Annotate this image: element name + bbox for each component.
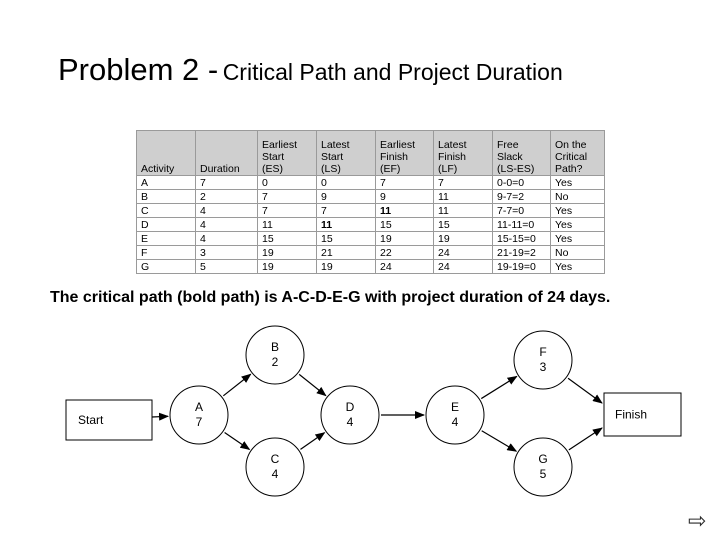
node-letter: B xyxy=(270,340,280,354)
edge-a-b xyxy=(223,374,250,396)
header-text: Finish xyxy=(380,151,409,163)
slide-title-sub: Critical Path and Project Duration xyxy=(222,59,563,85)
cell-earliest-finish: 22 xyxy=(376,246,434,260)
cell-critical-path: Yes xyxy=(551,176,605,190)
edge-g-finish xyxy=(569,428,602,450)
cell-free-slack: 21-19=2 xyxy=(493,246,551,260)
cell-activity: E xyxy=(137,232,196,246)
cell-critical-path: No xyxy=(551,190,605,204)
node-duration: 7 xyxy=(195,415,203,429)
cell-duration: 4 xyxy=(196,204,258,218)
cell-duration: 7 xyxy=(196,176,258,190)
cell-duration: 3 xyxy=(196,246,258,260)
node-letter: D xyxy=(345,400,355,414)
cell-activity: A xyxy=(137,176,196,190)
cell-earliest-start: 19 xyxy=(258,246,317,260)
header-text: (LS) xyxy=(321,163,341,175)
node-letter: C xyxy=(270,452,280,466)
cell-earliest-finish: 9 xyxy=(376,190,434,204)
edge-a-c xyxy=(225,433,250,450)
slide-title-main: Problem 2 - xyxy=(58,52,219,87)
header-text: Path? xyxy=(555,163,583,175)
edge-c-d xyxy=(300,433,324,450)
node-letter: F xyxy=(539,345,547,359)
header-text: Earliest xyxy=(380,139,416,151)
cell-latest-finish: 11 xyxy=(434,204,493,218)
node-duration: 3 xyxy=(539,360,547,374)
cell-latest-start: 21 xyxy=(317,246,376,260)
header-text: Critical xyxy=(555,151,588,163)
cell-critical-path: Yes xyxy=(551,260,605,274)
cell-earliest-finish: 7 xyxy=(376,176,434,190)
finish-label: Finish xyxy=(615,407,648,422)
header-text: Slack xyxy=(497,151,523,163)
cell-duration: 5 xyxy=(196,260,258,274)
start-label: Start xyxy=(78,413,104,427)
cell-critical-path: Yes xyxy=(551,232,605,246)
header-text: Activity xyxy=(141,163,175,175)
cell-latest-start: 11 xyxy=(317,218,376,232)
header-text: (LS-ES) xyxy=(497,163,535,175)
cell-latest-start: 9 xyxy=(317,190,376,204)
cell-latest-finish: 24 xyxy=(434,246,493,260)
node-duration: 2 xyxy=(271,355,279,369)
cell-free-slack: 0-0=0 xyxy=(493,176,551,190)
header-text: (LF) xyxy=(438,163,458,175)
cell-critical-path: No xyxy=(551,246,605,260)
cell-activity: D xyxy=(137,218,196,232)
node-letter: G xyxy=(538,452,548,466)
cell-earliest-start: 19 xyxy=(258,260,317,274)
cell-free-slack: 7-7=0 xyxy=(493,204,551,218)
edge-start-a xyxy=(152,416,168,417)
cell-duration: 4 xyxy=(196,232,258,246)
cell-free-slack: 19-19=0 xyxy=(493,260,551,274)
edge-e-g xyxy=(482,431,517,451)
cell-free-slack: 9-7=2 xyxy=(493,190,551,204)
header-text: Duration xyxy=(200,163,240,175)
header-text: On the xyxy=(555,139,587,151)
node-duration: 4 xyxy=(271,467,279,481)
cell-latest-start: 0 xyxy=(317,176,376,190)
cell-critical-path: Yes xyxy=(551,218,605,232)
header-text: Latest xyxy=(438,139,467,151)
cell-earliest-start: 0 xyxy=(258,176,317,190)
edge-f-finish xyxy=(568,378,602,403)
cell-earliest-start: 7 xyxy=(258,204,317,218)
cell-activity: G xyxy=(137,260,196,274)
cell-duration: 2 xyxy=(196,190,258,204)
cell-earliest-start: 15 xyxy=(258,232,317,246)
edge-e-f xyxy=(481,376,516,398)
critical-path-summary: The critical path (bold path) is A-C-D-E-G with project duration of 24 days. xyxy=(50,289,611,306)
cell-free-slack: 11-11=0 xyxy=(493,218,551,232)
cell-latest-start: 19 xyxy=(317,260,376,274)
cell-earliest-start: 11 xyxy=(258,218,317,232)
cell-latest-finish: 7 xyxy=(434,176,493,190)
header-text: Latest xyxy=(321,139,350,151)
node-duration: 5 xyxy=(539,467,547,481)
cell-earliest-start: 7 xyxy=(258,190,317,204)
cell-earliest-finish: 15 xyxy=(376,218,434,232)
cell-earliest-finish: 11 xyxy=(376,204,434,218)
cell-latest-finish: 11 xyxy=(434,190,493,204)
node-duration: 4 xyxy=(346,415,354,429)
cell-latest-finish: 19 xyxy=(434,232,493,246)
header-text: Start xyxy=(262,151,285,163)
cell-latest-finish: 24 xyxy=(434,260,493,274)
diagram-nodes xyxy=(66,326,681,496)
cell-activity: C xyxy=(137,204,196,218)
cell-latest-start: 15 xyxy=(317,232,376,246)
cell-latest-start: 7 xyxy=(317,204,376,218)
header-text: Earliest xyxy=(262,139,298,151)
cell-earliest-finish: 19 xyxy=(376,232,434,246)
header-text: Start xyxy=(321,151,344,163)
header-text: (ES) xyxy=(262,163,283,175)
cell-free-slack: 15-15=0 xyxy=(493,232,551,246)
header-text: Finish xyxy=(438,151,467,163)
cell-critical-path: Yes xyxy=(551,204,605,218)
node-letter: A xyxy=(194,400,204,414)
cell-activity: B xyxy=(137,190,196,204)
cell-earliest-finish: 24 xyxy=(376,260,434,274)
cell-duration: 4 xyxy=(196,218,258,232)
header-text: (EF) xyxy=(380,163,401,175)
cell-latest-finish: 15 xyxy=(434,218,493,232)
node-letter: E xyxy=(450,400,460,414)
node-duration: 4 xyxy=(451,415,459,429)
next-arrow-icon[interactable]: ⇨ xyxy=(688,508,707,533)
header-text: Free xyxy=(497,139,519,151)
cell-activity: F xyxy=(137,246,196,260)
edge-b-d xyxy=(299,374,326,395)
